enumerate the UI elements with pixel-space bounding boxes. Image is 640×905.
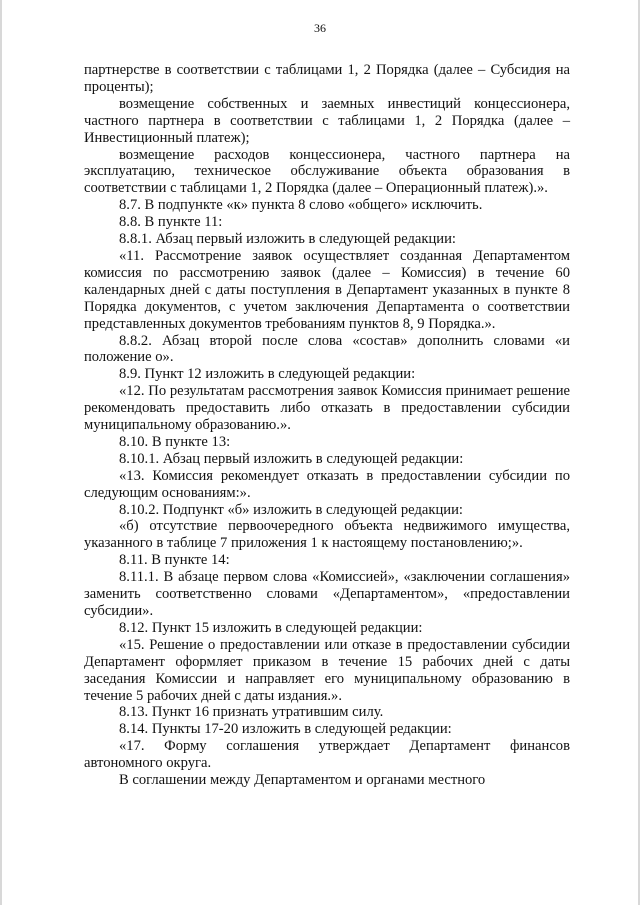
paragraph: 8.11. В пункте 14: bbox=[119, 552, 230, 569]
paragraph: 8.8.1. Абзац первый изложить в следующей редакции: bbox=[119, 231, 456, 248]
paragraph: 8.10. В пункте 13: bbox=[119, 433, 231, 450]
paragraph: 8.13. Пункт 16 признать утратившим силу. bbox=[119, 704, 384, 721]
paragraph: «17. Форму соглашения утверждает Департамент финансов автономного округа. bbox=[84, 738, 570, 772]
paragraph: 8.8. В пункте 11: bbox=[119, 214, 223, 231]
paragraph: В соглашении между Департаментом и органами местного bbox=[119, 772, 486, 789]
paragraph: 8.8.2. Абзац второй после слова «состав» дополнить словами «и положение о». bbox=[84, 332, 570, 366]
paragraph: возмещение расходов концессионера, частного партнера на эксплуатацию, техническое обслуживание объекта образования в соответствии с таблицами 1, 2 Порядка (далее – Операционный платеж).». bbox=[84, 146, 570, 197]
paragraph: 8.10.1. Абзац первый изложить в следующей редакции: bbox=[119, 450, 464, 467]
paragraph: «б) отсутствие первоочередного объекта недвижимого имущества, указанного в таблице 7 приложения 1 к настоящему постановлению;». bbox=[84, 518, 570, 552]
paragraph: «12. По результатам рассмотрения заявок Комиссия принимает решение рекомендовать предоставить либо отказать в предоставлении субсидии муниципальному образованию.». bbox=[84, 383, 570, 434]
document-body bbox=[84, 62, 570, 789]
page-edge-left bbox=[0, 0, 2, 905]
paragraph: возмещение собственных и заемных инвестиций концессионера, частного партнера в соответствии с таблицами 1, 2 Порядка (далее – Инвестиционный платеж); bbox=[84, 95, 570, 146]
paragraph: «15. Решение о предоставлении или отказе в предоставлении субсидии Департамент оформляет приказом в течение 15 рабочих дней с даты заседания Комиссии и направляет его муниципальному образованию в течение 5 рабочих дней с даты издания.». bbox=[84, 636, 570, 704]
paragraph: 8.7. В подпункте «к» пункта 8 слово «общего» исключить. bbox=[119, 197, 483, 214]
paragraph: 8.10.2. Подпункт «б» изложить в следующей редакции: bbox=[119, 501, 463, 518]
paragraph: 8.11.1. В абзаце первом слова «Комиссией», «заключении соглашения» заменить соответственно словами «Департаментом», «предоставлении субсидии». bbox=[84, 569, 570, 619]
paragraph: партнерстве в соответствии с таблицами 1, 2 Порядка (далее – Субсидия на проценты); bbox=[84, 62, 570, 95]
paragraph: «13. Комиссия рекомендует отказать в предоставлении субсидии по следующим основаниям:». bbox=[84, 467, 570, 501]
paragraph: 8.12. Пункт 15 изложить в следующей редакции: bbox=[119, 619, 423, 636]
paragraph: «11. Рассмотрение заявок осуществляет созданная Департаментом комиссия по рассмотрению заявок (далее – Комиссия) в течение 60 календарных дней с даты поступления в Департамент указанных в пункте 8 Порядка документов, с учетом заключения Департамента о соответствии представленных документов требованиям пунктов 8, 9 Порядка.». bbox=[84, 247, 570, 332]
paragraph: 8.14. Пункты 17-20 изложить в следующей редакции: bbox=[119, 721, 452, 738]
paragraph: 8.9. Пункт 12 изложить в следующей редакции: bbox=[119, 366, 416, 383]
page-number: 36 bbox=[314, 21, 326, 35]
